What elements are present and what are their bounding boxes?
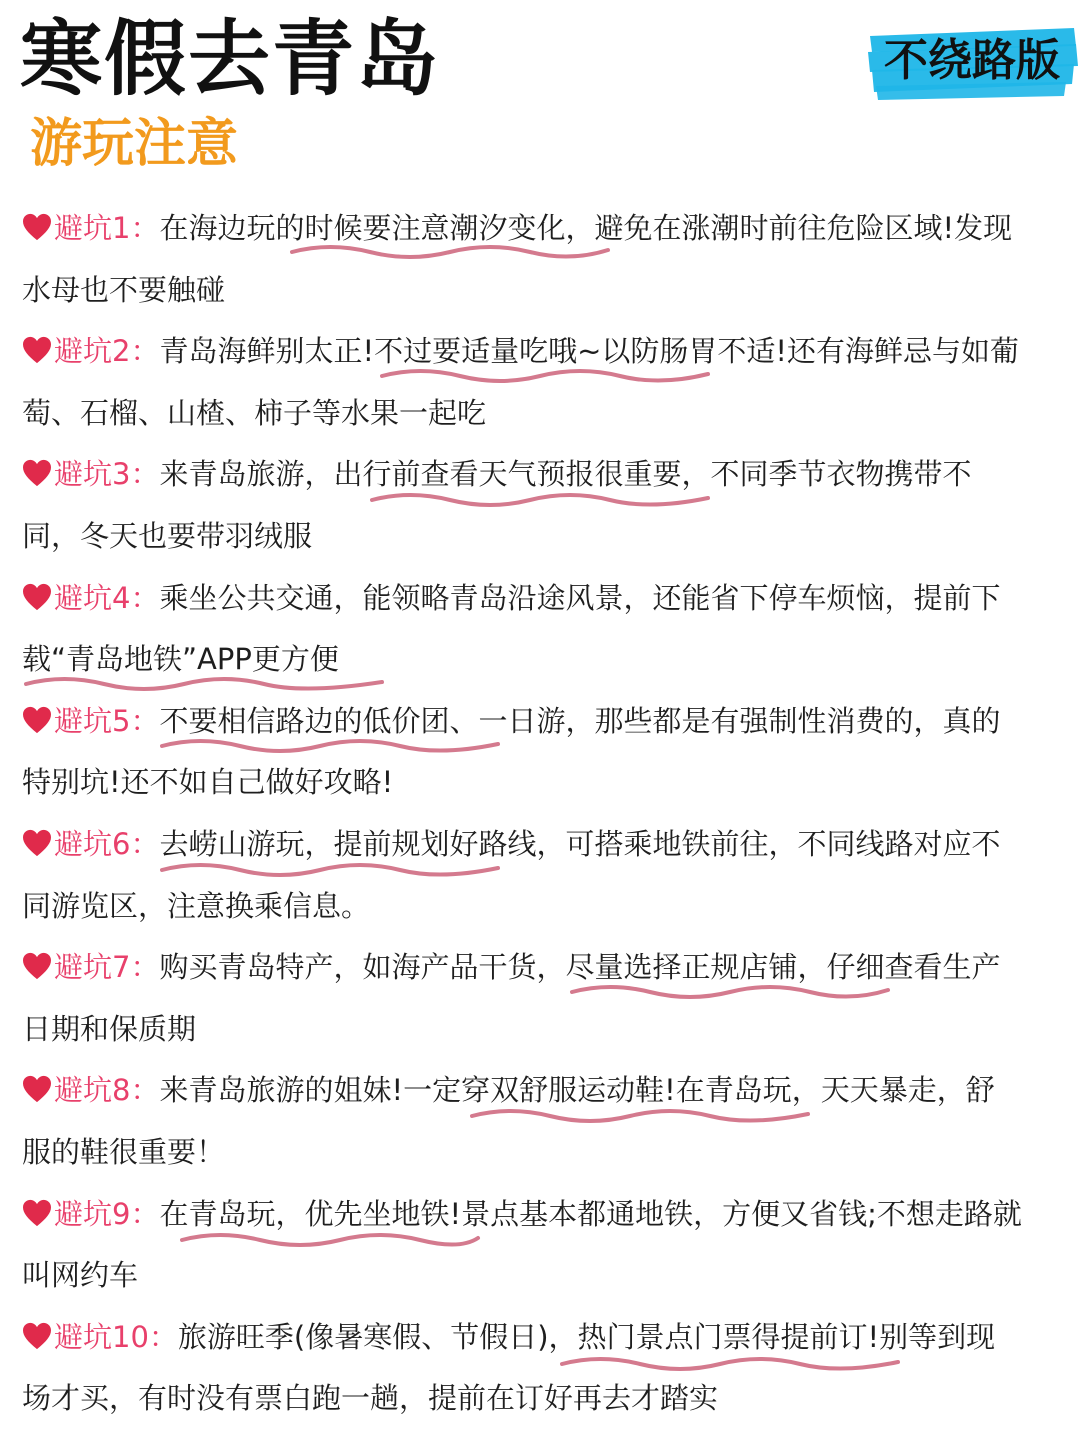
underline-squiggle bbox=[370, 488, 710, 512]
tip-text: 在海边玩的时候要注意潮汐变化，避免在涨潮时前往危险区域!发现水母也不要触碰 bbox=[22, 211, 1013, 307]
heart-icon bbox=[22, 829, 52, 857]
tip-text: 旅游旺季(像暑寒假、节假日)，热门景点门票得提前订!别等到现场才买，有时没有票白跑一趟，提前在订好再去才踏实 bbox=[22, 1319, 996, 1416]
tip-text: 来青岛旅游的姐妹!一定穿双舒服运动鞋!在青岛玩，天天暴走，舒服的鞋很重要！ bbox=[22, 1073, 995, 1169]
page-title: 寒假去青岛 bbox=[20, 12, 441, 107]
version-badge bbox=[866, 22, 1078, 100]
tip-label: 避坑1： bbox=[54, 211, 160, 245]
underline-squiggle bbox=[560, 1352, 900, 1376]
badge-text: 不绕路版 bbox=[884, 35, 1060, 86]
tip-text: 购买青岛特产，如海产品干货，尽量选择正规店铺，仔细查看生产日期和保质期 bbox=[22, 950, 1001, 1046]
tip-text: 不要相信路边的低价团、一日游，那些都是有强制性消费的，真的特别坑!还不如自己做好攻略! bbox=[22, 703, 1001, 800]
underline-squiggle bbox=[290, 240, 610, 264]
tip-text: 来青岛旅游，出行前查看天气预报很重要，不同季节衣物携带不同，冬天也要带羽绒服 bbox=[22, 457, 972, 553]
heart-icon bbox=[22, 1322, 52, 1350]
heart-icon bbox=[22, 336, 52, 364]
heart-icon bbox=[22, 583, 52, 611]
underline-squiggle bbox=[570, 980, 890, 1004]
heart-icon bbox=[22, 706, 52, 734]
tip-label: 避坑6： bbox=[54, 826, 160, 861]
heart-icon bbox=[22, 213, 52, 241]
underline-squiggle bbox=[160, 734, 500, 758]
underline-squiggle bbox=[380, 364, 710, 388]
tip-text: 去崂山游玩，提前规划好路线，可搭乘地铁前往，不同线路对应不同游览区，注意换乘信息。 bbox=[22, 826, 1001, 923]
underline-squiggle bbox=[180, 1228, 480, 1252]
tip-label: 避坑3： bbox=[54, 457, 160, 492]
tip-label: 避坑8： bbox=[54, 1073, 160, 1108]
tip-text: 乘坐公共交通，能领略青岛沿途风景，还能省下停车烦恼，提前下载“青岛地铁”APP更方便 bbox=[22, 580, 1001, 677]
tip-label: 避坑7： bbox=[54, 950, 160, 985]
heart-icon bbox=[22, 1199, 52, 1227]
underline-squiggle bbox=[470, 1104, 810, 1128]
heart-icon bbox=[22, 459, 52, 487]
tip-label: 避坑2： bbox=[54, 334, 160, 369]
tip-label: 避坑4： bbox=[54, 580, 160, 615]
page-subtitle: 游玩注意 bbox=[30, 114, 239, 174]
tip-label: 避坑5： bbox=[54, 703, 160, 738]
underline-squiggle bbox=[160, 858, 500, 882]
tip-label: 避坑9： bbox=[54, 1196, 160, 1231]
tip-label: 避坑10： bbox=[54, 1319, 178, 1354]
tip-item bbox=[22, 1184, 1022, 1307]
tip-text: 在青岛玩，优先坐地铁!景点基本都通地铁，方便又省钱;不想走路就叫网约车 bbox=[22, 1196, 1022, 1293]
heart-icon bbox=[22, 952, 52, 980]
tip-text: 青岛海鲜别太正!不过要适量吃哦~以防肠胃不适!还有海鲜忌与如葡萄、石榴、山楂、柿子等水果一起吃 bbox=[22, 334, 1020, 430]
heart-icon bbox=[22, 1075, 52, 1103]
underline-squiggle bbox=[24, 672, 384, 696]
